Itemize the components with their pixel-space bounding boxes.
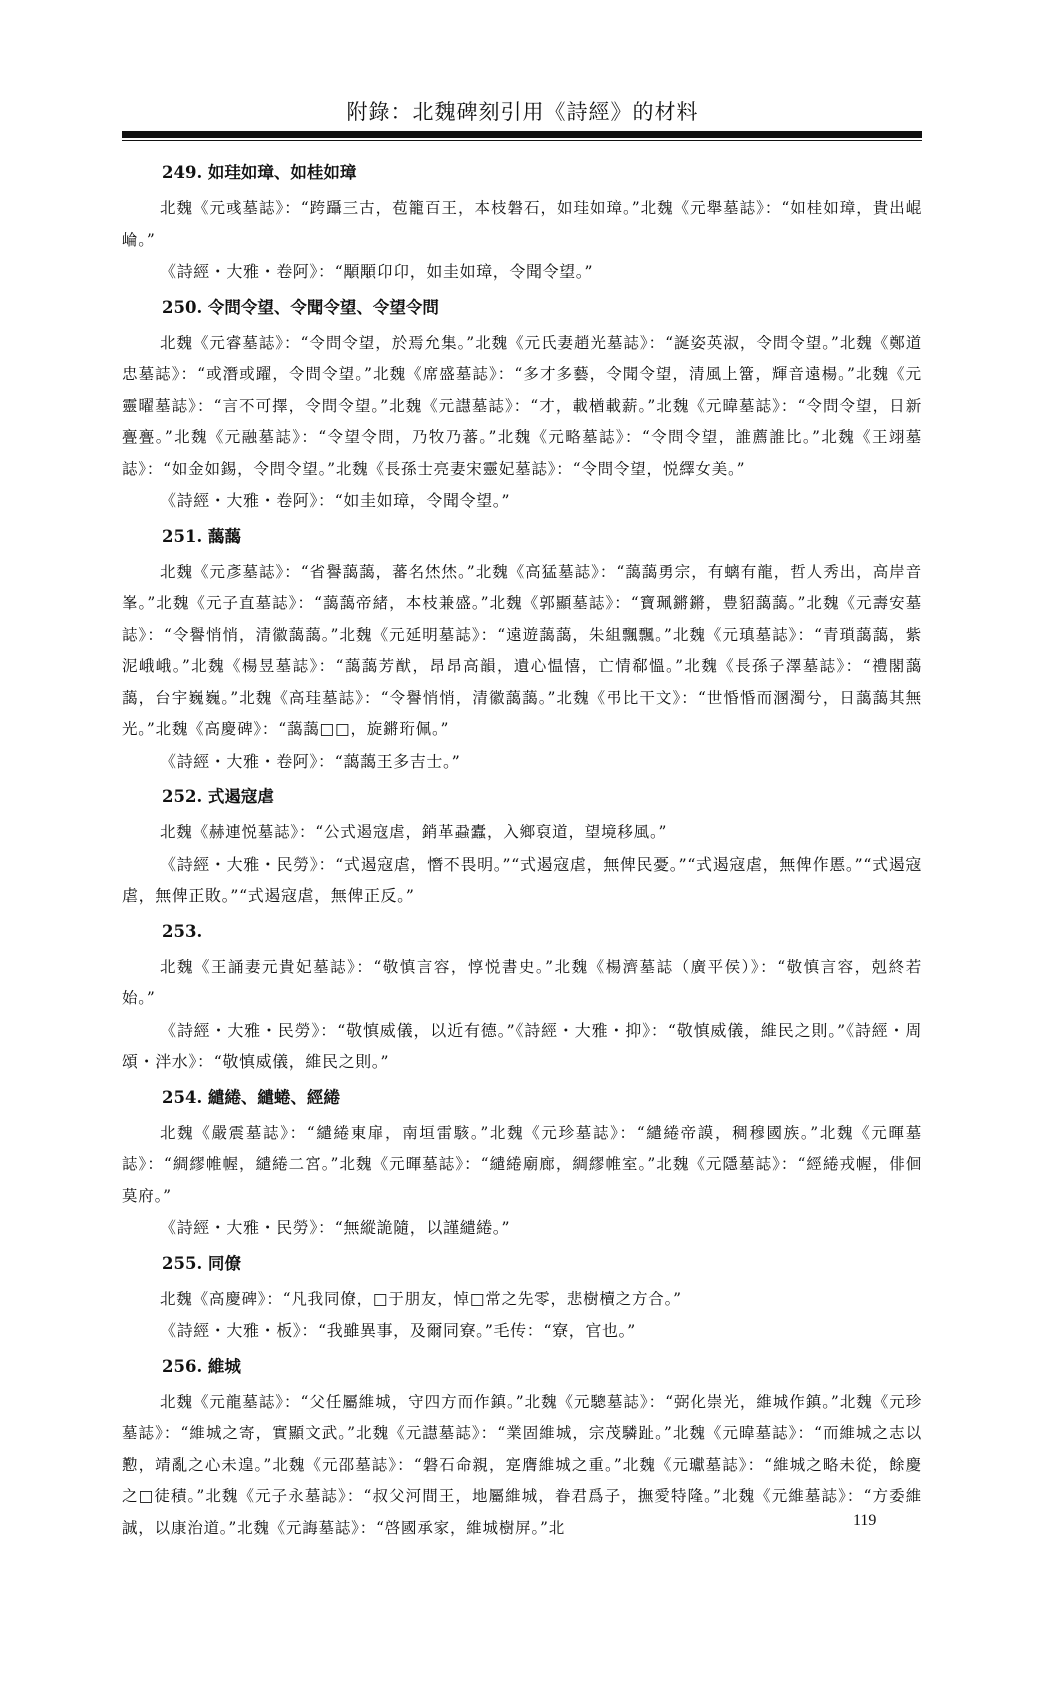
- entry-253: [122, 912, 922, 1078]
- entry-255: [122, 1244, 922, 1347]
- entry-heading: 254. 繾綣、繾蜷、經綣: [162, 1087, 340, 1107]
- entry-254: [122, 1078, 922, 1244]
- inscription-citation: 北魏《嚴震墓誌》：“繾綣東扉，南垣雷駭。”北魏《元珍墓誌》：“繾綣帝謨，稠穆國族。”北魏《元暉墓誌》：“綢繆帷幄，繾綣二宮。”北魏《元暉墓誌》：“繾綣廟廊，綢繆帷室。”北魏《元隱墓誌》：“經綣戎幄，俳佪莫府。”: [122, 1123, 922, 1205]
- shijing-citation: 《詩經・大雅・民勞》：“無縱詭隨，以謹繾綣。”: [160, 1218, 511, 1237]
- entry-250: [122, 288, 922, 517]
- shijing-citation: 《詩經・大雅・民勞》：“式遏寇虐，憯不畏明。”“式遏寇虐，無俾民憂。”“式遏寇虐，無俾作慝。”“式遏寇虐，無俾正敗。”“式遏寇虐，無俾正反。”: [122, 854, 922, 905]
- entry-256: [122, 1347, 922, 1545]
- entry-heading: 249. 如珪如璋、如桂如璋: [162, 163, 357, 182]
- entry-heading: 256. 維城: [162, 1356, 241, 1376]
- entry-heading: 252. 式遏寇虐: [162, 787, 274, 806]
- shijing-citation: 《詩經・大雅・卷阿》：“顒顒卬卬，如圭如璋，令聞令望。”: [160, 262, 594, 281]
- page-body: [122, 153, 922, 1544]
- shijing-citation: 《詩經・大雅・卷阿》：“藹藹王多吉士。”: [160, 751, 461, 771]
- entry-heading: 250. 令問令望、令聞令望、令望令問: [162, 297, 439, 317]
- inscription-citation: 北魏《元彥墓誌》：“省譽藹藹，蕃名烋烋。”北魏《高猛墓誌》：“藹藹勇宗，有螭有龍，哲人秀出，高岸音峯。”北魏《元子直墓誌》：“藹藹帝緒，本枝兼盛。”北魏《郭顯墓誌》：“寶珮鏘鏘，豊貂藹藹。”北魏《元壽安墓誌》：“令譽悄悄，清徽藹藹。”北魏《元延明墓誌》：“遠遊藹藹，朱組飄飄。”北魏《元瑱墓誌》：“青瑣藹藹，紫泥峨峨。”北魏《楊昱墓誌》：“藹藹芳猷，昂昂高韻，遺心愠憘，亡情郗慍。”北魏《長孫子澤墓誌》：“禮閣藹藹，台宇巍巍。”北魏《高珪墓誌》：“令譽悄悄，清徽藹藹。”北魏《弔比干文》：“世惛惛而溷濁兮，日藹藹其無光。”北魏《高慶碑》：“藹藹□□，旋鏘珩佩。”: [122, 562, 922, 738]
- running-header: 附錄：北魏碑刻引用《詩經》的材料: [346, 100, 699, 124]
- entry-251: [122, 517, 922, 778]
- entry-heading: 253.: [162, 921, 203, 941]
- shijing-citation: 《詩經・大雅・板》：“我雖異事，及爾同寮。”毛传：“寮，官也。”: [160, 1321, 636, 1340]
- inscription-citation: 北魏《高慶碑》：“凡我同僚，□于朋友，悼□常之先零，悲樹櫝之方合。”: [160, 1289, 682, 1308]
- inscription-citation: 北魏《王誦妻元貴妃墓誌》：“敬慎言容，惇悦書史。”北魏《楊濟墓誌（廣平侯）》：“敬慎言容，剋終若始。”: [122, 957, 922, 1007]
- inscription-citation: 北魏《赫連悦墓誌》：“公式遏寇虐，銷革蝨蠹，入鄉裒道，望境移風。”: [160, 823, 668, 841]
- entry-249: [122, 153, 922, 288]
- header-rule-thick: [122, 131, 922, 138]
- entry-heading: 255. 同僚: [162, 1253, 241, 1273]
- shijing-citation: 《詩經・大雅・卷阿》：“如圭如璋，令聞令望。”: [160, 491, 511, 510]
- entry-252: [122, 777, 922, 912]
- inscription-citation: 北魏《元彧墓誌》：“跨躡三古，苞籠百王，本枝磐石，如珪如璋。”北魏《元舉墓誌》：“如桂如璋，貴出崐崘。”: [122, 199, 922, 249]
- inscription-citation: 北魏《元睿墓誌》：“令問令望，於焉允集。”北魏《元氏妻趙光墓誌》：“誕姿英淑，令問令望。”北魏《鄭道忠墓誌》：“或潛或躍，令問令望。”北魏《席盛墓誌》：“多才多藝，令聞令望，清風上簹，輝音遠楊。”北魏《元靈曜墓誌》：“言不可擇，令問令望。”北魏《元譿墓誌》：“才，載楢載薪。”北魏《元暐墓誌》：“令問令望，日新亹亹。”北魏《元融墓誌》：“令望令問，乃牧乃蕃。”北魏《元略墓誌》：“令問令望，誰薦誰比。”北魏《王翊墓誌》：“如金如錫，令問令望。”北魏《長孫士亮妻宋靈妃墓誌》：“令問令望，悦繹女美。”: [122, 333, 922, 478]
- entry-heading: 251. 藹藹: [162, 526, 241, 546]
- header-rule-thin: [122, 140, 922, 141]
- page-number: 119: [853, 1512, 877, 1529]
- inscription-citation: 北魏《元龍墓誌》：“父任屬維城，守四方而作鎮。”北魏《元驄墓誌》：“弼化崇光，維城作鎮。”北魏《元珍墓誌》：“維城之寄，實顯文武。”北魏《元譿墓誌》：“業固維城，宗茂驎趾。”北魏《元暐墓誌》：“而維城之志以懃，靖亂之心未遑。”北魏《元邵墓誌》：“磐石命親，寔膺維城之重。”北魏《元瓛墓誌》：“維城之略未從，餘慶之□徒積。”北魏《元子永墓誌》：“叔父河間王，地屬維城，眷君爲子，撫愛特隆。”北魏《元維墓誌》：“方委維誠，以康治道。”北魏《元誨墓誌》：“啓國承家，維城樹屏。”北: [122, 1392, 922, 1537]
- shijing-citation: 《詩經・大雅・民勞》：“敬慎威儀，以近有德。”《詩經・大雅・抑》：“敬慎威儀，維民之則。”《詩經・周頌・泮水》：“敬慎威儀，維民之則。”: [122, 1020, 922, 1071]
